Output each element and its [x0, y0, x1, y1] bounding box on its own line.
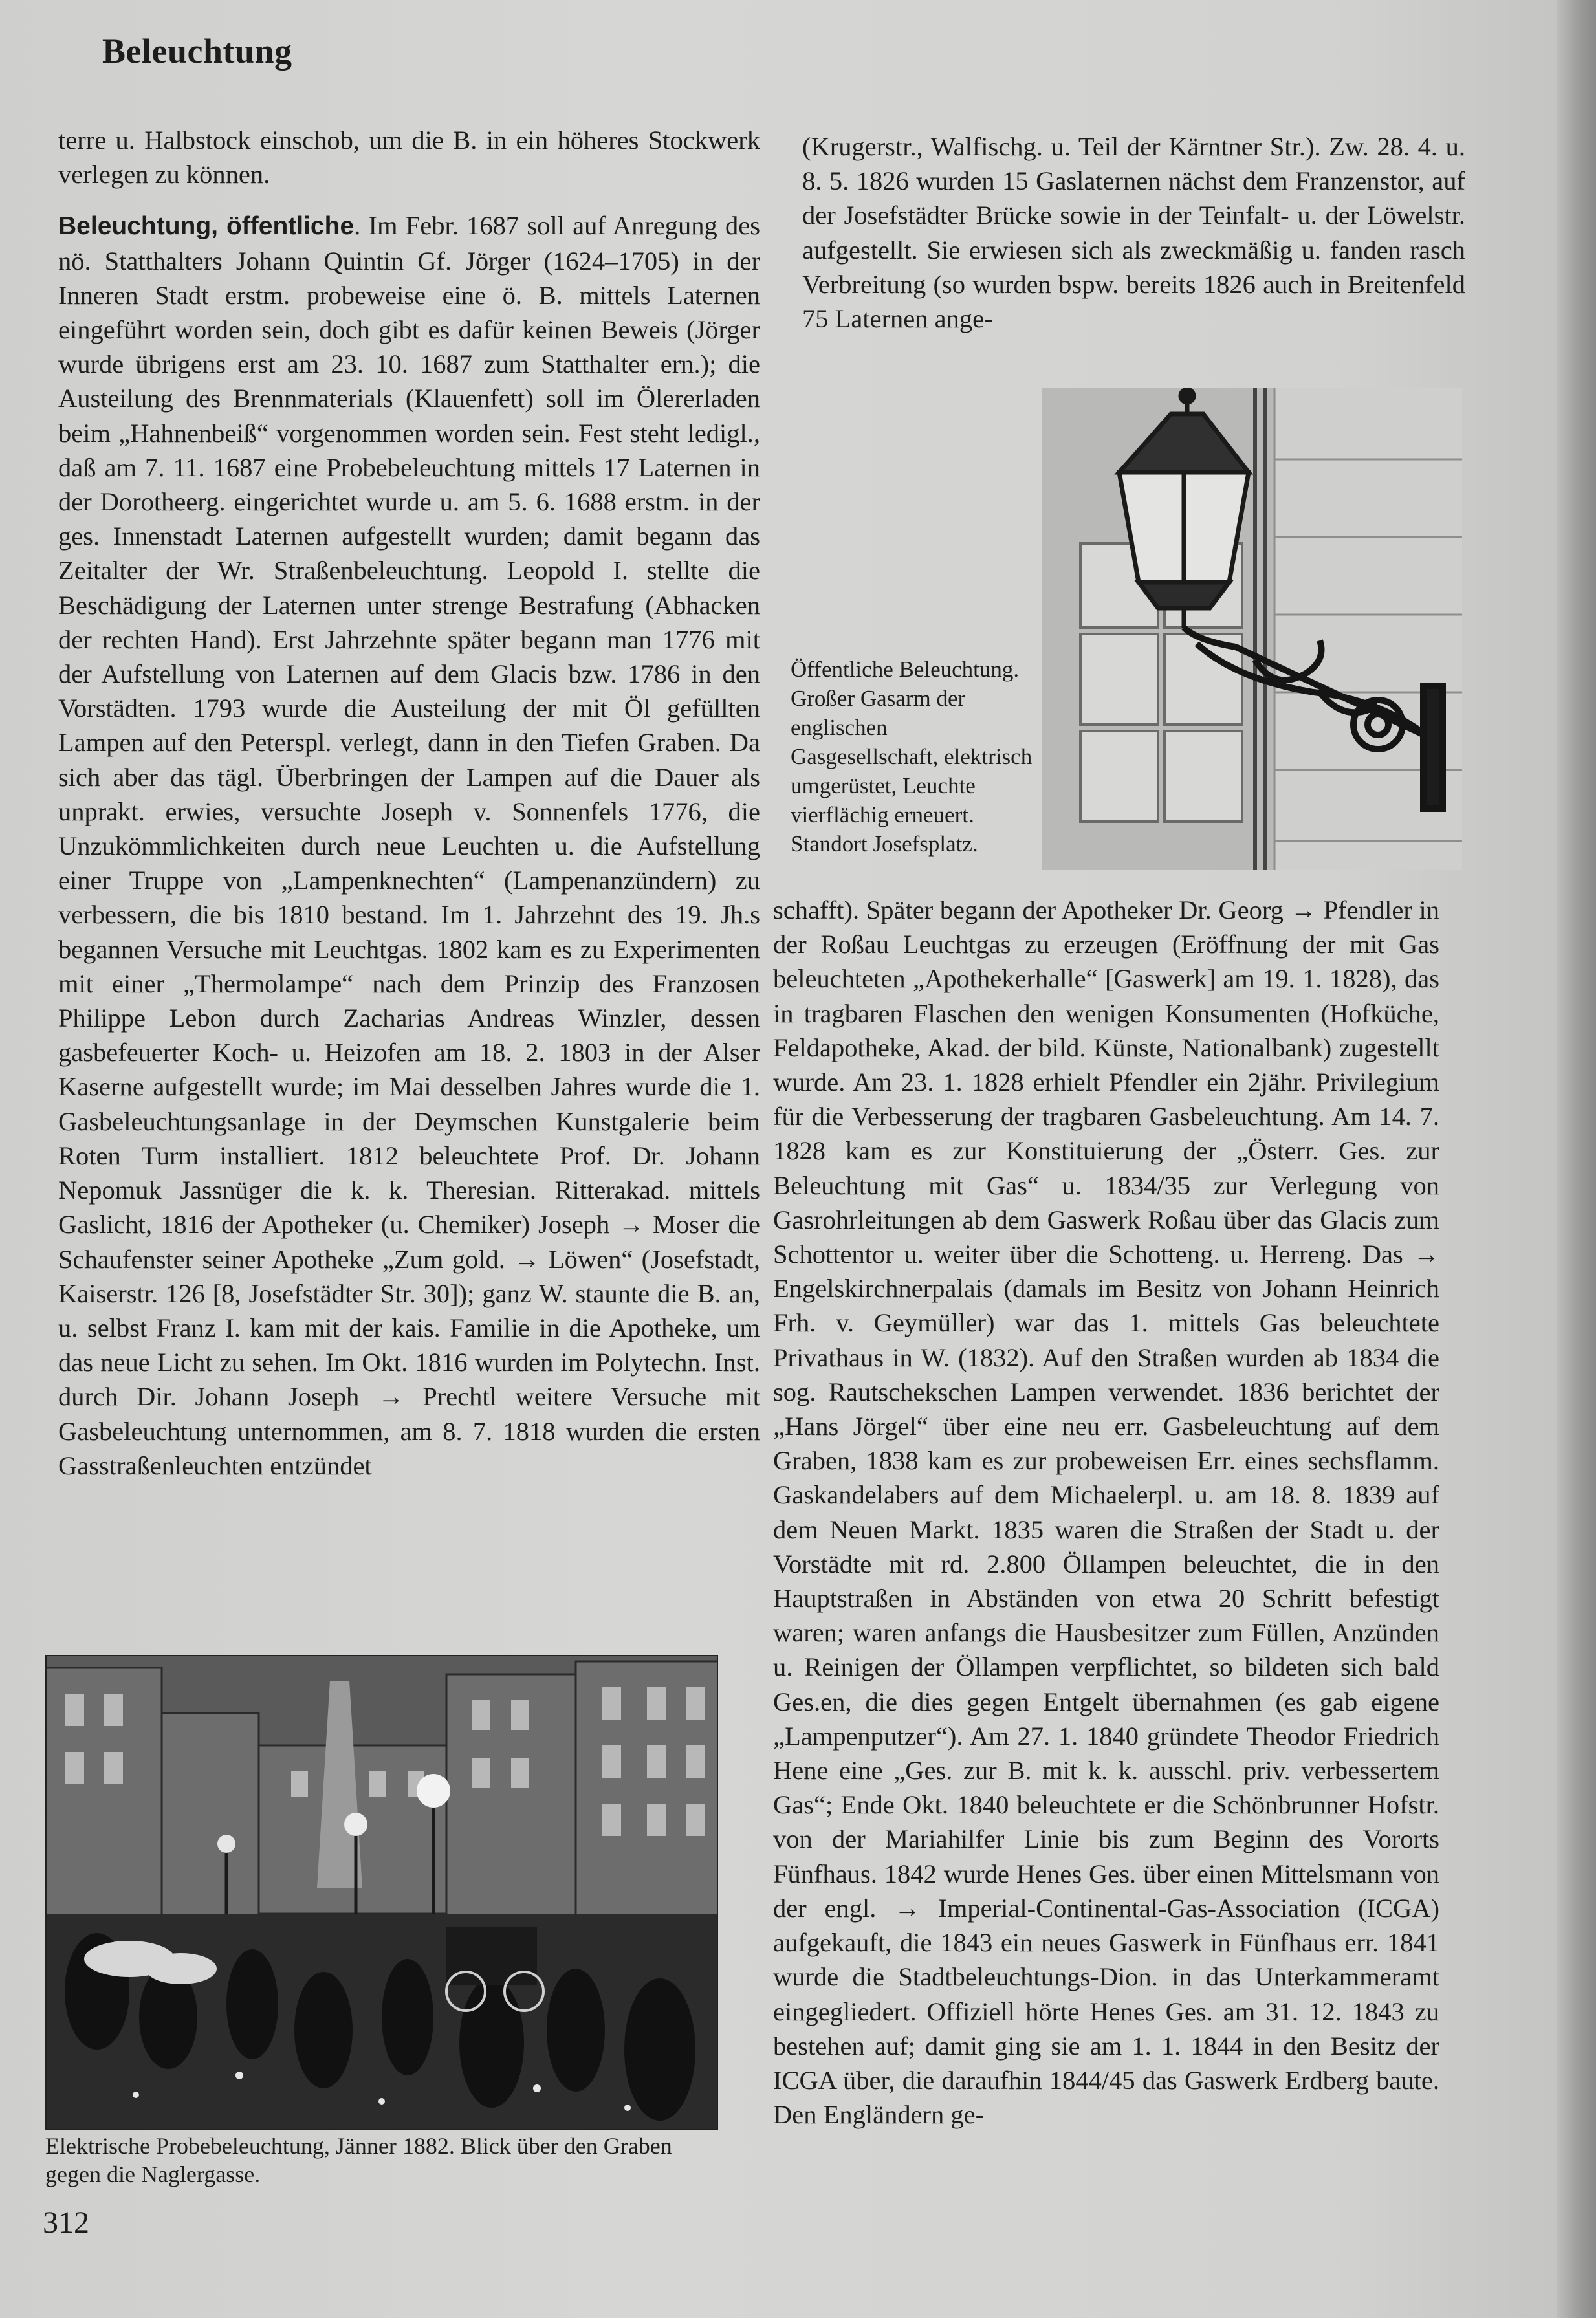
left-column: [58, 123, 760, 1483]
street-scene-caption: Elektrische Probebeleuchtung, Jänner 1882. Blick über den Graben gegen die Naglergasse.: [45, 2133, 672, 2187]
lemma-heading: Beleuchtung, öffentliche: [58, 212, 355, 241]
page-number: 312: [43, 2205, 89, 2240]
right-top-paragraph: (Krugerstr., Walfischg. u. Teil der Kärntner Str.). Zw. 28. 4. u. 8. 5. 1826 wurden 15 Gaslaternen nächst dem Franzenstor, auf der Josefstädter Brücke sowie in der Teinfalt- u. der Löwelstr. aufgestellt. Sie erwiesen sich als zweckmäßig u. fanden rasch Verbreitung (so wurden bspw. bereits 1826 auch in Breitenfeld 75 Laternen ange-: [802, 132, 1465, 334]
right-bottom-paragraph: schafft). Später begann der Apotheker Dr. Georg → Pfendler in der Roßau Leuchtgas zu erzeugen (Eröffnung der mit Gas beleuchteten „Apothekerhalle“ [Gaswerk] am 19. 1. 1828), das in tragbaren Flaschen den wenigen Konsumenten (Hofküche, Feldapotheke, Akad. der bild. Künste, Nationalbank) zugestellt wurde. Am 23. 1. 1828 erhielt Pfendler ein 2jähr. Privilegium für die Verbesserung der tragbaren Gasbeleuchtung. Am 14. 7. 1828 kam es zur Konstituierung der „Österr. Ges. zur Beleuchtung mit Gas“ u. 1834/35 zur Verlegung von Gasrohrleitungen ab dem Gaswerk Roßau über das Glacis zum Schottentor u. weiter über die Schotteng. u. Herreng. Das → Engelskirchnerpalais (damals im Besitz von Johann Heinrich Frh. v. Geymüller) war das 1. mittels Gas beleuchtete Privathaus in W. (1832). Auf den Straßen wurden ab 1834 die sog. Rautschekschen Lampen verwendet. 1836 berichtet der „Hans Jörgel“ über eine neu err. Gasbeleuchtung auf dem Graben, 1838 kam es zur probeweisen Err. eines sechsflamm. Gaskandelabers auf dem Michaelerpl. u. am 18. 8. 1839 auf dem Neuen Markt. 1835 waren die Straßen der Stadt u. der Vorstädte mit rd. 2.800 Öllampen beleuchtet, die in den Hauptstraßen in Abständen von etwa 20 Schritt befestigt waren; waren anfangs die Hausbesitzer zum Füllen, Anzünden u. Reinigen der Öllampen verpflichtet, so bildeten sich bald Ges.en, die dies gegen Entgelt übernahmen (es gab eigene „Lampenputzer“). Am 27. 1. 1840 gründete Theodor Friedrich Hene eine „Ges. zur B. mit k. k. ausschl. priv. verbessertem Gas“; Ende Okt. 1840 beleuchtete er die Schönbrunner Hofstr. von der Mariahilfer Linie bis zum Beginn des Vororts Fünfhaus. 1842 wurde Henes Ges. über einen Mittelsmann von der engl. → Imperial-Continental-Gas-Association (ICGA) aufgekauft, die 1843 ein neues Gaswerk in Fünfhaus err. 1841 wurde die Stadtbeleuchtungs-Dion. in das Unterkammeramt eingegliedert. Offiziell hörte Henes Ges. am 31. 12. 1843 zu bestehen auf; damit ging sie am 1. 1. 1844 in den Besitz der ICGA über, die daraufhin 1844/45 das Gaswerk Erdberg baute. Den Engländern ge-: [773, 895, 1439, 2130]
gas-lamp-photo: [1042, 388, 1462, 870]
right-column-bottom: [773, 893, 1439, 2132]
left-intro-paragraph: terre u. Halbstock einschob, um die B. in ein höheres Stockwerk verlegen zu können.: [58, 126, 760, 190]
page-edge-shadow: [1557, 0, 1596, 2318]
running-head: Beleuchtung: [102, 32, 292, 71]
lamp-photo-caption: Öffentliche Beleuchtung. Großer Gasarm der englischen Gasgesellschaft, elektrisch umgerüstet, Leuchte vierflächig erneuert. Standort Josefsplatz.: [791, 657, 1033, 857]
street-scene-illustration: [45, 1655, 718, 2130]
lemma-body: . Im Febr. 1687 soll auf Anregung des nö. Statthalters Johann Quintin Gf. Jörger (1624–1705) in der Inneren Stadt erstm. probeweise eine ö. B. mittels Laternen eingeführt worden sein, doch gibt es dafür keinen Beweis (Jörger wurde übrigens erst am 23. 10. 1687 zum Statthalter ern.); die Austeilung des Brennmaterials (Klauenfett) soll im Ölererladen beim „Hahnenbeiß“ vorgenommen worden sein. Fest steht ledigl., daß am 7. 11. 1687 eine Probebeleuchtung mittels 17 Laternen in der Dorotheerg. eingerichtet wurde u. am 5. 6. 1688 erstm. in der ges. Innenstadt Laternen aufgestellt wurden; damit begann das Zeitalter der Wr. Straßenbeleuchtung. Leopold I. stellte die Beschädigung der Laternen unter strenge Bestrafung (Abhacken der rechten Hand). Erst Jahrzehnte später begann man 1776 mit der Aufstellung von Laternen auf dem Glacis bzw. 1786 in den Vorstädten. 1793 wurde die Austeilung der mit Öl gefüllten Lampen auf den Peterspl. verlegt, dann in den Tiefen Graben. Da sich aber das tägl. Überbringen der Lampen auf die Dauer als unprakt. erwies, versuchte Joseph v. Sonnenfels 1776, die Unzukömmlichkeiten durch neue Leuchten u. die Aufstellung einer Truppe von „Lampenknechten“ (Lampenanzündern) zu verbessern, die bis 1810 bestand. Im 1. Jahrzehnt des 19. Jh.s begannen Versuche mit Leuchtgas. 1802 kam es zu Experimenten mit einer „Thermolampe“ nach dem Prinzip des Franzosen Philippe Lebon durch Zacharias Andreas Winzler, dessen gasbefeuerter Koch- u. Heizofen am 18. 2. 1803 in der Alser Kaserne aufgestellt wurde; im Mai desselben Jahres wurde die 1. Gasbeleuchtungsanlage in der Deymschen Kunstgalerie beim Roten Turm installiert. 1812 beleuchtete Prof. Dr. Johann Nepomuk Jassnüger die k. k. Theresian. Ritterakad. mittels Gaslicht, 1816 der Apotheker (u. Chemiker) Joseph → Moser die Schaufenster seiner Apotheke „Zum gold. → Löwen“ (Josefstadt, Kaiserstr. 126 [8, Josefstädter Str. 30]); ganz W. staunte die B. an, u. selbst Franz I. kam mit der kais. Familie in die Apotheke, um das neue Licht zu sehen. Im Okt. 1816 wurden im Polytechn. Inst. durch Dir. Johann Joseph → Prechtl weitere Versuche mit Gasbeleuchtung unternommen, am 8. 7. 1818 wurden die ersten Gasstraßenleuchten entzündet: [58, 211, 761, 1480]
lemma-paragraph: [58, 208, 760, 1483]
right-column-top: [802, 129, 1465, 336]
